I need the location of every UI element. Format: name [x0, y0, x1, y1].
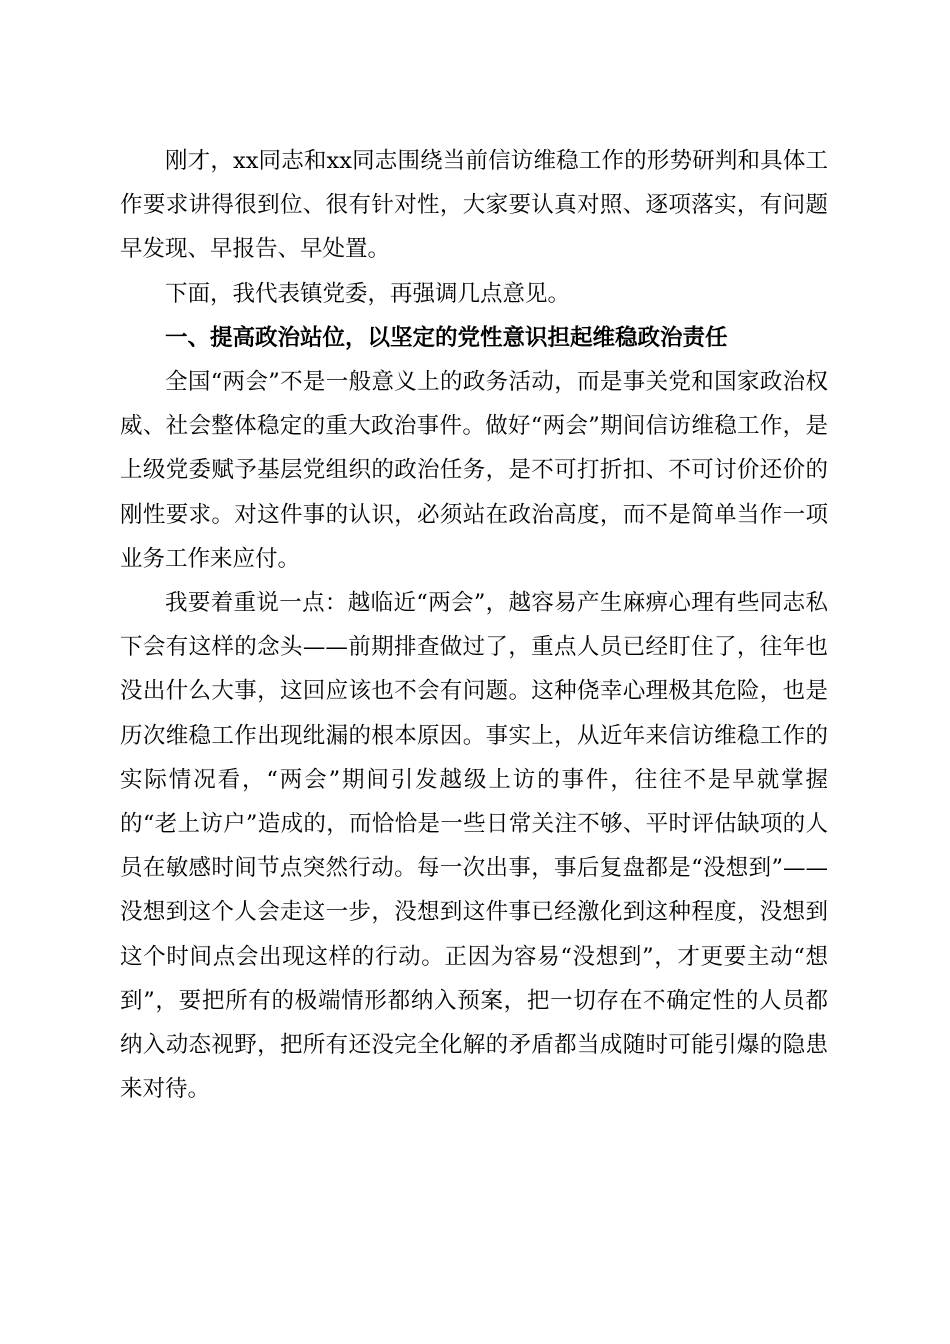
opening-paragraph: 刚才，xx同志和xx同志围绕当前信访维稳工作的形势研判和具体工作要求讲得很到位、很有针对性，大家要认真对照、逐项落实，有问题早发现、早报告、早处置。 — [120, 148, 828, 263]
document-body — [120, 139, 828, 1111]
section-1-paragraph-1: 全国“两会”不是一般意义上的政务活动，而是事关党和国家政治权威、社会整体稳定的重大政治事件。做好“两会”期间信访维稳工作，是上级党委赋予基层党组织的政治任务，是不可打折扣、不可讨价还价的刚性要求。对这件事的认识，必须站在政治高度，而不是简单当作一项业务工作来应付。 — [120, 369, 828, 572]
section-heading-1: 一、提高政治站位，以坚定的党性意识担起维稳政治责任 — [165, 324, 728, 351]
transition-paragraph: 下面，我代表镇党委，再强调几点意见。 — [165, 280, 571, 307]
section-1-paragraph-2: 我要着重说一点：越临近“两会”，越容易产生麻痹心理有些同志私下会有这样的念头——前期排查做过了，重点人员已经盯住了，往年也没出什么大事，这回应该也不会有问题。这种侥幸心理极其危险，也是历次维稳工作出现纰漏的根本原因。事实上，从近年来信访维稳工作的实际情况看，“两会”期间引发越级上访的事件，往往不是早就掌握的“老上访户”造成的，而恰恰是一些日常关注不够、平时评估缺项的人员在敏感时间节点突然行动。每一次出事，事后复盘都是“没想到”——没想到这个人会走这一步，没想到这件事已经激化到这种程度，没想到这个时间点会出现这样的行动。正因为容易“没想到”，才更要主动“想到”，要把所有的极端情形都纳入预案，把一切存在不确定性的人员都纳入动态视野，把所有还没完全化解的矛盾都当成随时可能引爆的隐患来对待。 — [120, 590, 828, 1103]
